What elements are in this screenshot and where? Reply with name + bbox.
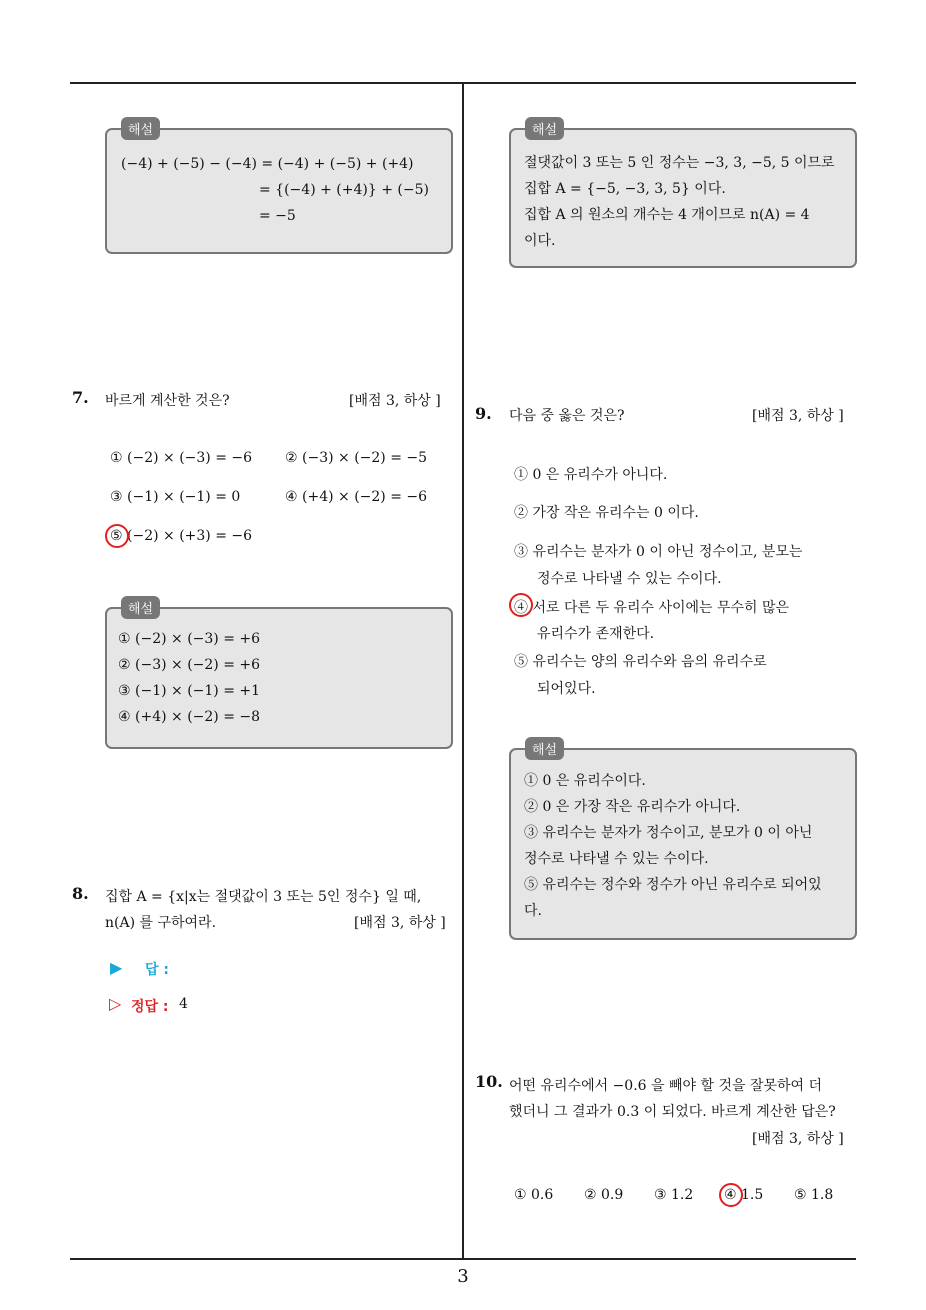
option-2[interactable]: ② 가장 작은 유리수는 0 이다. — [514, 505, 699, 521]
explanation-box-7 — [105, 602, 453, 749]
option-1[interactable]: ① 0 은 유리수가 아니다. — [514, 467, 668, 483]
column-divider — [462, 83, 464, 1259]
explanation-line: = {(−4) + (+4)} + (−5) — [259, 182, 429, 198]
explanation-line: ② 0 은 가장 작은 유리수가 아니다. — [524, 799, 741, 815]
question-text-line2: n(A) 를 구하여라. — [105, 915, 217, 931]
question-number: 10. — [475, 1072, 503, 1091]
explanation-line: ③ 유리수는 분자가 정수이고, 분모가 0 이 아닌 — [524, 825, 813, 841]
option-4[interactable]: ④ (+4) × (−2) = −6 — [285, 489, 428, 505]
explanation-line: 이다. — [524, 233, 556, 249]
option-5[interactable]: ⑤ 유리수는 양의 유리수와 음의 유리수로 — [514, 654, 767, 670]
explanation-line: ④ (+4) × (−2) = −8 — [118, 709, 261, 725]
question-number: 9. — [475, 404, 492, 423]
score-label: [배점 3, 하상 ] — [354, 915, 446, 931]
answer-circle-mark — [719, 1183, 743, 1207]
explanation-tag: 해설 — [121, 596, 160, 619]
answer-label: 답 : — [145, 962, 169, 978]
question-number: 7. — [72, 388, 89, 407]
explanation-tag: 해설 — [525, 117, 564, 140]
score-label: [배점 3, 하상 ] — [349, 393, 441, 409]
option-4[interactable]: ④ 서로 다른 두 유리수 사이에는 무수히 많은 — [514, 600, 790, 616]
question-text: 다음 중 옳은 것은? — [509, 408, 625, 424]
bottom-rule — [70, 1258, 856, 1260]
option-3-cont: 정수로 나타낼 수 있는 수이다. — [537, 571, 722, 587]
option-4[interactable]: ④ 1.5 — [724, 1187, 764, 1203]
option-3[interactable]: ③ (−1) × (−1) = 0 — [110, 489, 241, 505]
correct-value: 4 — [179, 996, 188, 1012]
correct-label: 정답 : — [131, 999, 169, 1015]
question-text-line1: 집합 A = {x|x는 절댓값이 3 또는 5인 정수} 일 때, — [105, 889, 422, 905]
option-5[interactable]: ⑤ 1.8 — [794, 1187, 834, 1203]
explanation-box-8 — [509, 123, 857, 268]
correct-arrow-icon: ▷ — [109, 994, 122, 1013]
score-label: [배점 3, 하상 ] — [752, 1131, 844, 1147]
question-text-line1: 어떤 유리수에서 −0.6 을 빼야 할 것을 잘못하여 더 — [509, 1078, 823, 1094]
option-2[interactable]: ② (−3) × (−2) = −5 — [285, 450, 428, 466]
explanation-line: 정수로 나타낼 수 있는 수이다. — [524, 851, 709, 867]
explanation-line: ③ (−1) × (−1) = +1 — [118, 683, 261, 699]
explanation-line: = −5 — [259, 208, 296, 224]
option-2[interactable]: ② 0.9 — [584, 1187, 624, 1203]
question-number: 8. — [72, 884, 89, 903]
option-3[interactable]: ③ 유리수는 분자가 0 이 아닌 정수이고, 분모는 — [514, 544, 803, 560]
option-5[interactable]: ⑤ (−2) × (+3) = −6 — [110, 528, 253, 544]
option-1[interactable]: ① (−2) × (−3) = −6 — [110, 450, 253, 466]
explanation-line: ① (−2) × (−3) = +6 — [118, 631, 261, 647]
question-text-line2: 했더니 그 결과가 0.3 이 되었다. 바르게 계산한 답은? — [509, 1104, 836, 1120]
score-label: [배점 3, 하상 ] — [752, 408, 844, 424]
explanation-line: 다. — [524, 903, 542, 919]
question-text: 바르게 계산한 것은? — [105, 393, 230, 409]
page-number: 3 — [457, 1266, 469, 1287]
explanation-line: 집합 A 의 원소의 개수는 4 개이므로 n(A) = 4 — [524, 207, 810, 223]
explanation-box-6 — [105, 123, 453, 254]
option-5-cont: 되어있다. — [537, 681, 596, 697]
explanation-tag: 해설 — [525, 737, 564, 760]
explanation-box-9 — [509, 743, 857, 940]
option-3[interactable]: ③ 1.2 — [654, 1187, 694, 1203]
explanation-line: 집합 A = {−5, −3, 3, 5} 이다. — [524, 181, 726, 197]
answer-circle-mark — [509, 593, 533, 617]
explanation-tag: 해설 — [121, 117, 160, 140]
explanation-line: ② (−3) × (−2) = +6 — [118, 657, 261, 673]
explanation-line: ① 0 은 유리수이다. — [524, 773, 646, 789]
option-1[interactable]: ① 0.6 — [514, 1187, 554, 1203]
explanation-line: (−4) + (−5) − (−4) = (−4) + (−5) + (+4) — [121, 156, 414, 172]
option-4-cont: 유리수가 존재한다. — [537, 626, 655, 642]
explanation-line: ⑤ 유리수는 정수와 정수가 아닌 유리수로 되어있 — [524, 877, 822, 893]
explanation-line: 절댓값이 3 또는 5 인 정수는 −3, 3, −5, 5 이므로 — [524, 155, 835, 171]
answer-circle-mark — [105, 524, 129, 548]
answer-arrow-icon: ▶ — [110, 958, 123, 977]
